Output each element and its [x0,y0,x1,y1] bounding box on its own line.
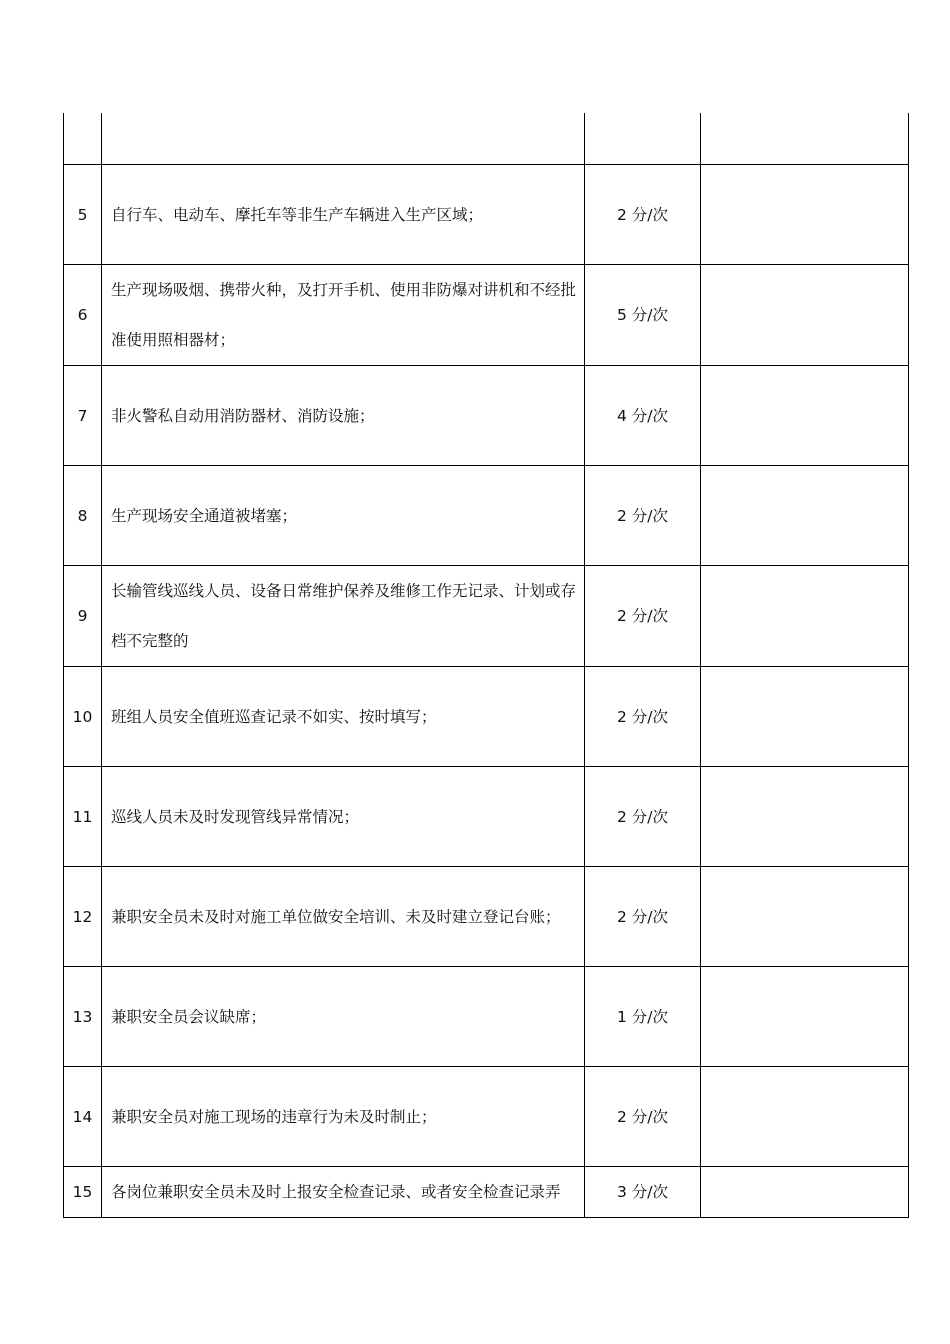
cell-remark [701,1067,909,1167]
cell-remark [701,566,909,667]
cell-item: 自行车、电动车、摩托车等非生产车辆进入生产区域； [102,165,585,265]
penalty-table [63,113,909,1218]
cell-no: 9 [64,566,102,667]
cell-score: 4 分/次 [585,366,701,466]
cell-remark [701,767,909,867]
table-row [64,867,909,967]
cell-item: 生产现场安全通道被堵塞； [102,466,585,566]
cell-item: 各岗位兼职安全员未及时上报安全检查记录、或者安全检查记录弄 [102,1167,585,1218]
table-row [64,466,909,566]
cell-item: 兼职安全员会议缺席； [102,967,585,1067]
cell-remark [701,967,909,1067]
cell-score: 2 分/次 [585,667,701,767]
table-row-continued [64,113,909,165]
cell-no: 13 [64,967,102,1067]
cell-no: 15 [64,1167,102,1218]
cell-remark [701,165,909,265]
cell-no: 6 [64,265,102,366]
cell-item: 班组人员安全值班巡查记录不如实、按时填写； [102,667,585,767]
cell-remark [701,867,909,967]
cell-remark [701,366,909,466]
cell-score: 5 分/次 [585,265,701,366]
cell-no: 5 [64,165,102,265]
cell-score: 1 分/次 [585,967,701,1067]
table-row [64,165,909,265]
cell-score: 3 分/次 [585,1167,701,1218]
cell-remark [701,265,909,366]
cell-score: 2 分/次 [585,466,701,566]
table-row [64,265,909,366]
cell-item: 非火警私自动用消防器材、消防设施； [102,366,585,466]
cell-remark [701,466,909,566]
table-row [64,366,909,466]
cell-no: 7 [64,366,102,466]
cell-item: 巡线人员未及时发现管线异常情况； [102,767,585,867]
table-row [64,566,909,667]
cell-remark [701,1167,909,1218]
cell-score: 2 分/次 [585,165,701,265]
cell-item [102,113,585,165]
cell-score: 2 分/次 [585,767,701,867]
cell-remark [701,113,909,165]
cell-no [64,113,102,165]
cell-item: 生产现场吸烟、携带火种，及打开手机、使用非防爆对讲机和不经批准使用照相器材； [102,265,585,366]
cell-score: 2 分/次 [585,1067,701,1167]
cell-no: 12 [64,867,102,967]
table-row [64,767,909,867]
cell-score [585,113,701,165]
cell-no: 10 [64,667,102,767]
cell-remark [701,667,909,767]
cell-item: 兼职安全员未及时对施工单位做安全培训、未及时建立登记台账； [102,867,585,967]
table-row [64,1167,909,1218]
table-row [64,1067,909,1167]
table-row [64,667,909,767]
cell-score: 2 分/次 [585,867,701,967]
cell-no: 14 [64,1067,102,1167]
cell-no: 11 [64,767,102,867]
table-row [64,967,909,1067]
cell-score: 2 分/次 [585,566,701,667]
cell-item: 长输管线巡线人员、设备日常维护保养及维修工作无记录、计划或存档不完整的 [102,566,585,667]
cell-no: 8 [64,466,102,566]
cell-item: 兼职安全员对施工现场的违章行为未及时制止； [102,1067,585,1167]
